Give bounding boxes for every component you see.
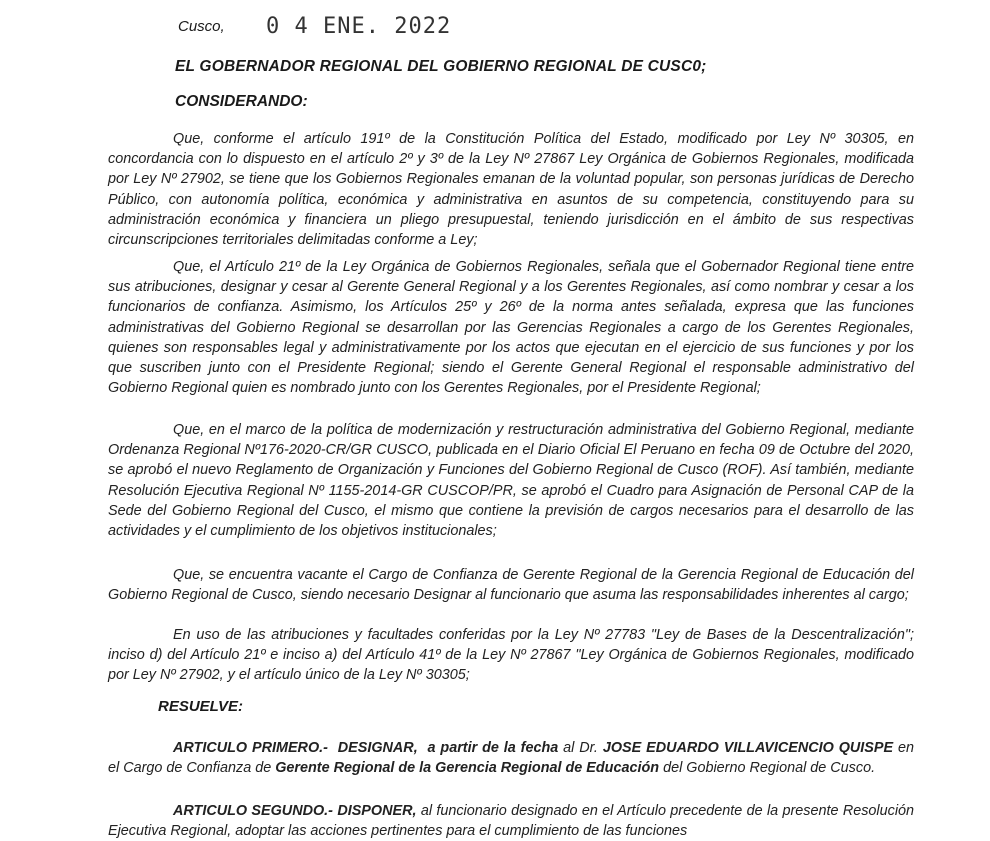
article-second-verb: DISPONER, [337,803,417,819]
considerando-paragraph-4: Que, se encuentra vacante el Cargo de Confianza de Gerente Regional de la Gerencia Regional de Educación del Gobierno Regional de Cusco, siendo necesario Designar al funcionario que asuma las responsabilidades inherentes al cargo; [108,567,914,604]
date-stamp: 0 4 ENE. 2022 [266,14,452,39]
article-first [108,738,914,778]
considerando-paragraph-2: Que, el Artículo 21º de la Ley Orgánica de Gobiernos Regionales, señala que el Gobernador Regional tiene entre sus atribuciones, designar y cesar al Gerente General Regional y a los Gerentes Regionales, así como nombrar y cesar a los funcionarios de confianza. Asimismo, los Artículos 25º y 26º de la norma antes señalada, expresa que las funciones administrativas del Gobierno Regional se desarrollan por las Gerencias Regionales a cargo de los Gerentes Regionales, quienes son responsables legal y administrativamente por los actos que ejecutan en el ejercicio de sus funciones y por los que suscriben junto con el Presidente Regional; siendo el Gerente General Regional el responsable administrativo del Gobierno Regional quien es nombrado junto con los Gerentes Regionales, por el Presidente Regional; [108,259,914,397]
article-second [108,801,914,841]
article-first-text-c: del Gobierno Regional de Cusco. [663,760,876,777]
date-line [178,12,451,37]
article-first-text-b: en el Cargo de Confianza de [108,740,915,777]
designated-post: Gerente Regional de la Gerencia Regional de Educación [275,760,660,777]
issuing-authority: EL GOBERNADOR REGIONAL DEL GOBIERNO REGIONAL DE CUSC0; [175,58,707,75]
considerando-paragraph-1: Que, conforme el artículo 191º de la Constitución Política del Estado, modificado por Ley Nº 30305, en concordancia con lo dispuesto en el artículo 2º y 3º de la Ley Nº 27867 Ley Orgánica de Gobiernos Regionales, modificada por Ley Nº 27902, se tiene que los Gobiernos Regionales emanan de la voluntad popular, son personas jurídicas de Derecho Público, con autonomía política, económica y administrativa en asuntos de su competencia, constituyendo para su administración económica y financiera un pliego presupuestal, teniendo jurisdicción en el ámbito de sus respectivas circunscripciones territoriales delimitadas conforme a Ley; [108,131,914,249]
article-second-text: al funcionario designado en el Artículo precedente de la presente Resolución Ejecutiva Regional, adoptar las acciones pertinentes para el cumplimiento de las funciones [108,803,915,840]
article-first-phrase: a partir de la fecha [427,740,559,756]
article-second-heading: ARTICULO SEGUNDO.- [173,803,333,819]
considerando-paragraph-3: Que, en el marco de la política de modernización y restructuración administrativa del Gobierno Regional, mediante Ordenanza Regional Nº176-2020-CR/GR CUSCO, publicada en el Diario Oficial El Peruano en fecha 09 de Octubre del 2020, se aprobó el nuevo Reglamento de Organización y Funciones del Gobierno Regional de Cusco (ROF). Así también, mediante Resolución Ejecutiva Regional Nº 1155-2014-GR CUSCOP/PR, se aprobó el Cuadro para Asignación de Personal CAP de la Sede del Gobierno Regional del Cusco, el mismo que contiene la previsión de cargos necesarios para el desarrollo de las actividades y el cumplimiento de los objetivos institucionales; [108,422,914,540]
article-first-heading: ARTICULO PRIMERO.- [173,740,328,756]
article-first-verb: DESIGNAR, [337,740,418,756]
considerando-heading: CONSIDERANDO: [175,93,308,110]
considerando-paragraph-5: En uso de las atribuciones y facultades conferidas por la Ley Nº 27783 "Ley de Bases de la Descentralización"; inciso d) del Artículo 21º e inciso a) del Artículo 41º de la Ley Nº 27867 "Ley Orgánica de Gobiernos Regionales, modificado por Ley Nº 27902, y el artículo único de la Ley Nº 30305; [108,627,914,684]
resuelve-heading: RESUELVE: [158,698,244,715]
designated-person: JOSE EDUARDO VILLAVICENCIO QUISPE [602,740,894,756]
city-label: Cusco, [178,18,225,35]
article-first-text-a: al Dr. [563,740,598,756]
